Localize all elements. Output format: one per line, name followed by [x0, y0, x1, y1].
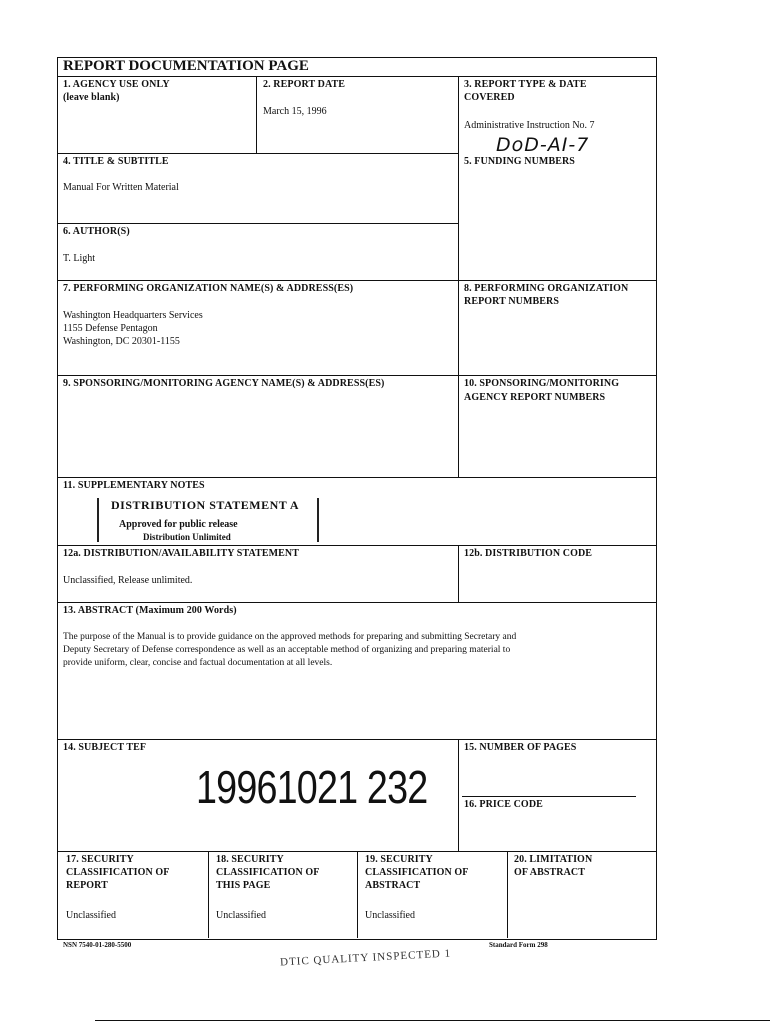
divider	[57, 375, 656, 376]
agency-use-header: 1. AGENCY USE ONLY	[63, 79, 170, 90]
abstract-line: Deputy Secretary of Defense correspondence as well as an acceptable method of organizing and preparing material to	[63, 645, 511, 655]
divider	[208, 851, 209, 938]
divider	[458, 76, 459, 477]
abstract-line: provide uniform, clear, concise and factual documentation at all levels.	[63, 658, 333, 668]
accession-number: 19961021 232	[196, 761, 428, 813]
report-type-value: Administrative Instruction No. 7	[464, 120, 595, 131]
supplementary-header: 11. SUPPLEMENTARY NOTES	[63, 480, 205, 491]
authors-value: T. Light	[63, 253, 96, 264]
divider	[256, 76, 257, 153]
title-header: 4. TITLE & SUBTITLE	[63, 156, 169, 167]
abstract-line: The purpose of the Manual is to provide guidance on the approved methods for preparing and submitting Secretary and	[63, 632, 517, 642]
page-title: REPORT DOCUMENTATION PAGE	[63, 58, 309, 74]
security-report-header: CLASSIFICATION OF	[66, 867, 170, 878]
divider	[57, 153, 458, 154]
limitation-header: OF ABSTRACT	[514, 867, 586, 878]
divider	[57, 76, 656, 77]
handwritten-report-number: DoD-AI-7	[496, 134, 590, 156]
sponsoring-header: 9. SPONSORING/MONITORING AGENCY NAME(S) & ADDRESS(ES)	[63, 378, 385, 389]
security-page-header: THIS PAGE	[216, 880, 271, 891]
report-type-header-2: COVERED	[464, 92, 515, 103]
divider	[458, 545, 459, 602]
security-abstract-value: Unclassified	[365, 910, 415, 921]
divider	[357, 851, 358, 938]
subject-terms-header: 14. SUBJECT TEF	[63, 742, 147, 753]
divider	[57, 280, 656, 281]
distribution-stamp	[97, 498, 319, 542]
security-report-value: Unclassified	[66, 910, 116, 921]
security-page-value: Unclassified	[216, 910, 266, 921]
performing-org-line: 1155 Defense Pentagon	[63, 323, 158, 334]
distribution-code-header: 12b. DISTRIBUTION CODE	[464, 548, 593, 559]
divider	[462, 796, 636, 797]
funding-header: 5. FUNDING NUMBERS	[464, 156, 575, 167]
abstract-header: 13. ABSTRACT (Maximum 200 Words)	[63, 605, 237, 616]
security-abstract-header: 19. SECURITY	[365, 854, 433, 865]
standard-form: Standard Form 298	[489, 941, 548, 949]
agency-use-note: (leave blank)	[63, 92, 120, 103]
performing-org-header: 7. PERFORMING ORGANIZATION NAME(S) & ADDRESS(ES)	[63, 283, 354, 294]
divider	[458, 739, 459, 851]
security-report-header: REPORT	[66, 880, 108, 891]
performing-org-line: Washington Headquarters Services	[63, 310, 203, 321]
price-code-header: 16. PRICE CODE	[464, 799, 543, 810]
page-bottom-rule	[95, 1020, 770, 1021]
divider	[57, 477, 656, 478]
authors-header: 6. AUTHOR(S)	[63, 226, 130, 237]
performing-report-header: 8. PERFORMING ORGANIZATION	[464, 283, 629, 294]
report-type-header: 3. REPORT TYPE & DATE	[464, 79, 587, 90]
title-value: Manual For Written Material	[63, 182, 179, 193]
num-pages-header: 15. NUMBER OF PAGES	[464, 742, 577, 753]
security-abstract-header: ABSTRACT	[365, 880, 421, 891]
divider	[507, 851, 508, 938]
security-abstract-header: CLASSIFICATION OF	[365, 867, 469, 878]
divider	[57, 545, 656, 546]
security-page-header: 18. SECURITY	[216, 854, 284, 865]
nsn-number: NSN 7540-01-280-5500	[63, 941, 132, 949]
sponsoring-report-header-2: AGENCY REPORT NUMBERS	[464, 392, 606, 403]
report-date-header: 2. REPORT DATE	[263, 79, 346, 90]
quality-stamp: DTIC QUALITY INSPECTED 1	[279, 947, 452, 969]
security-report-header: 17. SECURITY	[66, 854, 134, 865]
divider	[57, 223, 458, 224]
divider	[57, 602, 656, 603]
stamp-line: Approved for public release	[119, 519, 238, 530]
limitation-header: 20. LIMITATION	[514, 854, 593, 865]
security-page-header: CLASSIFICATION OF	[216, 867, 320, 878]
performing-report-header-2: REPORT NUMBERS	[464, 296, 560, 307]
performing-org-line: Washington, DC 20301-1155	[63, 336, 180, 347]
divider	[57, 739, 656, 740]
distribution-value: Unclassified, Release unlimited.	[63, 575, 193, 586]
stamp-line: Distribution Unlimited	[143, 532, 231, 542]
distribution-header: 12a. DISTRIBUTION/AVAILABILITY STATEMENT	[63, 548, 300, 559]
report-date-value: March 15, 1996	[263, 106, 327, 117]
sponsoring-report-header: 10. SPONSORING/MONITORING	[464, 378, 620, 389]
stamp-line: DISTRIBUTION STATEMENT A	[111, 498, 300, 512]
